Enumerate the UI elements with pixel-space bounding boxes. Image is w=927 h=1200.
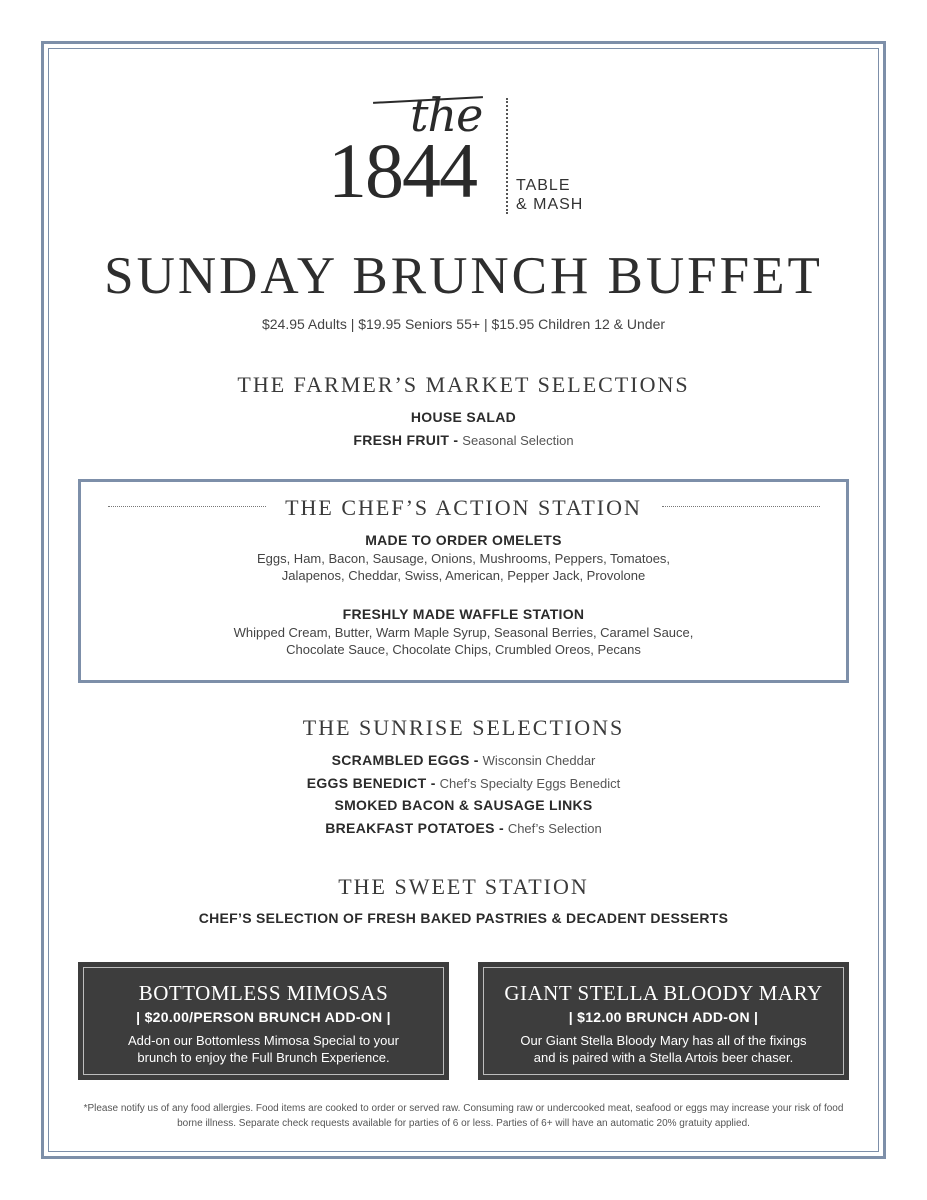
waffle-heading: FRESHLY MADE WAFFLE STATION (342, 606, 585, 622)
promo-title: GIANT STELLA BLOODY MARY (504, 981, 823, 1005)
promo-line: brunch to enjoy the Full Brunch Experience. (137, 1050, 390, 1065)
omelet-desc-2: Jalapenos, Cheddar, Swiss, American, Pepper Jack, Provolone (281, 568, 646, 583)
waffle-desc-2: Chocolate Sauce, Chocolate Chips, Crumbled Oreos, Pecans (286, 642, 641, 657)
promo-description (84, 1032, 443, 1066)
promo-line: and is paired with a Stella Artois beer chaser. (533, 1050, 794, 1065)
sweet-section-title: THE SWEET STATION (338, 874, 589, 899)
item-name: BREAKFAST POTATOES - (325, 820, 504, 836)
item-description: Chef’s Selection (507, 821, 602, 836)
promo-description (484, 1032, 843, 1066)
chef-section-title: THE CHEF’S ACTION STATION (285, 495, 642, 520)
logo-divider (506, 98, 508, 214)
promo-mimosas (78, 962, 449, 1080)
item-name: HOUSE SALAD (410, 409, 517, 425)
item-description: Chef’s Specialty Eggs Benedict (439, 776, 621, 791)
pricing-line: $24.95 Adults | $19.95 Seniors 55+ | $15.95 Children 12 & Under (261, 316, 666, 332)
menu-item (0, 772, 927, 795)
promo-price: | $20.00/PERSON BRUNCH ADD-ON | (136, 1009, 391, 1025)
omelet-desc-1: Eggs, Ham, Bacon, Sausage, Onions, Mushrooms, Peppers, Tomatoes, (256, 551, 671, 566)
omelet-heading: MADE TO ORDER OMELETS (365, 532, 562, 548)
promo-inner-border (483, 967, 844, 1075)
item-name: EGGS BENEDICT - (306, 775, 436, 791)
logo-subtitle-line2: & MASH (516, 196, 584, 213)
restaurant-logo (328, 88, 608, 218)
promo-inner-border (83, 967, 444, 1075)
menu-item (0, 406, 927, 429)
item-name: SCRAMBLED EGGS - (331, 752, 479, 768)
menu-item (0, 429, 927, 452)
disclaimer-line: *Please notify us of any food allergies. Food items are cooked to order or served raw. Consuming raw or undercooked meat, seafood or eggs may increase your risk of food (83, 1103, 844, 1114)
menu-item (0, 794, 927, 817)
item-name: SMOKED BACON & SAUSAGE LINKS (334, 797, 593, 813)
promo-bloody-mary (478, 962, 849, 1080)
menu-item (0, 907, 927, 930)
menu-item (0, 817, 927, 840)
promo-line: Our Giant Stella Bloody Mary has all of the fixings (520, 1033, 807, 1048)
promo-title: BOTTOMLESS MIMOSAS (138, 981, 389, 1005)
farmers-section-title: THE FARMER’S MARKET SELECTIONS (237, 372, 690, 397)
logo-year: 1844 (328, 127, 476, 214)
item-description: Seasonal Selection (462, 433, 574, 448)
logo-the: the (410, 88, 483, 142)
item-name: CHEF’S SELECTION OF FRESH BAKED PASTRIES & DECADENT DESSERTS (198, 910, 729, 926)
promo-line: Add-on our Bottomless Mimosa Special to your (128, 1033, 399, 1048)
allergy-disclaimer (62, 1101, 865, 1131)
page-title: SUNDAY BRUNCH BUFFET (104, 247, 823, 305)
logo-subtitle (516, 176, 583, 214)
waffle-desc-1: Whipped Cream, Butter, Warm Maple Syrup, Seasonal Berries, Caramel Sauce, (233, 625, 694, 640)
item-description: Wisconsin Cheddar (482, 753, 596, 768)
menu-item (0, 749, 927, 772)
promo-price: | $12.00 BRUNCH ADD-ON | (568, 1009, 759, 1025)
disclaimer-line: borne illness. Separate check requests available for parties of 6 or less. Parties of 6+ will have an automatic 20% gratuity applied. (177, 1118, 750, 1129)
item-name: FRESH FRUIT - (353, 432, 459, 448)
sunrise-section-title: THE SUNRISE SELECTIONS (302, 715, 625, 740)
logo-subtitle-line1: TABLE (516, 177, 571, 194)
